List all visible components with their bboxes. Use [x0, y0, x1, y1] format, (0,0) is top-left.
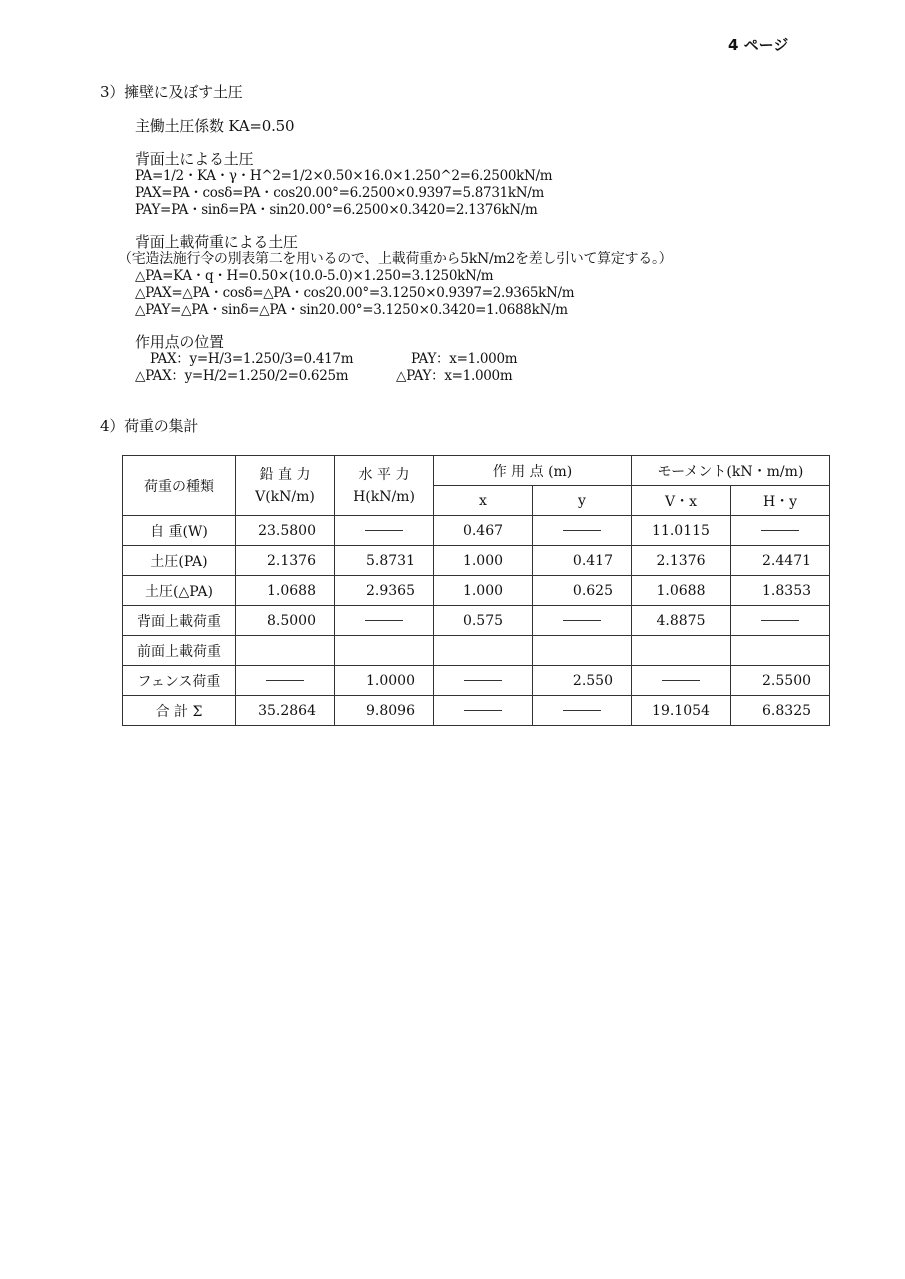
- cell-v: [236, 636, 335, 666]
- dash-mark: [365, 530, 403, 531]
- cell-y: 0.625: [533, 576, 632, 606]
- header-y: y: [533, 486, 632, 516]
- cell-h: [335, 636, 434, 666]
- dash-mark: [563, 620, 601, 621]
- header-vertical-unit: V(kN/m): [255, 488, 315, 505]
- table-row: [123, 666, 830, 696]
- table-row: [123, 546, 830, 576]
- dash-mark: [761, 530, 799, 531]
- row-label: 前面上載荷重: [123, 636, 236, 666]
- header-moment: モーメント(kN・m/m): [632, 456, 830, 486]
- pa-formula: PA=1/2・KA・γ・H^2=1/2×0.50×16.0×1.250^2=6.2500kN/m: [135, 168, 553, 184]
- cell-hy: 2.5500: [731, 666, 830, 696]
- cell-h: 2.9365: [335, 576, 434, 606]
- cell-vx: [632, 636, 731, 666]
- cell-vx: 19.1054: [632, 696, 731, 726]
- cell-vx: 2.1376: [632, 546, 731, 576]
- header-load-type: 荷重の種類: [123, 456, 236, 516]
- dpax-position: △PAX：y=H/2=1.250/2=0.625m: [135, 368, 349, 384]
- cell-hy: [731, 516, 830, 546]
- cell-h: [335, 516, 434, 546]
- load-rows: [123, 516, 830, 726]
- cell-hy: [731, 636, 830, 666]
- cell-h: 1.0000: [335, 666, 434, 696]
- cell-v: 2.1376: [236, 546, 335, 576]
- cell-x: 0.575: [434, 606, 533, 636]
- cell-y: [533, 636, 632, 666]
- table-row: [123, 636, 830, 666]
- table-row: [123, 576, 830, 606]
- cell-hy: [731, 606, 830, 636]
- pax-position: PAX：y=H/3=1.250/3=0.417m: [150, 351, 354, 367]
- dash-mark: [365, 620, 403, 621]
- cell-x: 1.000: [434, 546, 533, 576]
- cell-v: 8.5000: [236, 606, 335, 636]
- action-point-heading: 作用点の位置: [135, 333, 224, 351]
- cell-h: 9.8096: [335, 696, 434, 726]
- dash-mark: [563, 530, 601, 531]
- header-horizontal-label: 水 平 力: [358, 466, 410, 483]
- dash-mark: [662, 680, 700, 681]
- cell-hy: 2.4471: [731, 546, 830, 576]
- pay-position: PAY：x=1.000m: [411, 351, 518, 367]
- pay-formula: PAY=PA・sinδ=PA・sin20.00°=6.2500×0.3420=2.1376kN/m: [135, 202, 538, 218]
- cell-v: 23.5800: [236, 516, 335, 546]
- ka-line: 主働土圧係数 KA=0.50: [135, 117, 295, 135]
- table-row: [123, 516, 830, 546]
- row-label: 土圧(△PA): [123, 576, 236, 606]
- dash-mark: [563, 710, 601, 711]
- cell-y: [533, 516, 632, 546]
- cell-hy: 6.8325: [731, 696, 830, 726]
- header-action-point: 作 用 点 (m): [434, 456, 632, 486]
- cell-x: [434, 636, 533, 666]
- cell-x: [434, 696, 533, 726]
- header-x: x: [434, 486, 533, 516]
- table-row: [123, 606, 830, 636]
- header-horizontal-force: [335, 456, 434, 516]
- cell-y: [533, 696, 632, 726]
- cell-y: 0.417: [533, 546, 632, 576]
- cell-h: 5.8731: [335, 546, 434, 576]
- cell-x: 1.000: [434, 576, 533, 606]
- cell-v: 1.0688: [236, 576, 335, 606]
- cell-vx: [632, 666, 731, 696]
- cell-x: [434, 666, 533, 696]
- section4-heading: 4）荷重の集計: [100, 417, 199, 435]
- dpa-formula: △PA=KA・q・H=0.50×(10.0-5.0)×1.250=3.1250kN/m: [135, 268, 494, 284]
- dpax-formula: △PAX=△PA・cosδ=△PA・cos20.00°=3.1250×0.9397=2.9365kN/m: [135, 285, 575, 301]
- surcharge-heading: 背面上載荷重による土圧: [135, 233, 298, 251]
- cell-y: 2.550: [533, 666, 632, 696]
- cell-vx: 1.0688: [632, 576, 731, 606]
- dash-mark: [266, 680, 304, 681]
- table-row: [123, 696, 830, 726]
- dpay-position: △PAY：x=1.000m: [396, 368, 513, 384]
- dpay-formula: △PAY=△PA・sinδ=△PA・sin20.00°=3.1250×0.3420=1.0688kN/m: [135, 302, 568, 318]
- row-label: 自 重(W): [123, 516, 236, 546]
- cell-y: [533, 606, 632, 636]
- dash-mark: [464, 710, 502, 711]
- cell-vx: 4.8875: [632, 606, 731, 636]
- pax-formula: PAX=PA・cosδ=PA・cos20.00°=6.2500×0.9397=5.8731kN/m: [135, 185, 545, 201]
- cell-h: [335, 606, 434, 636]
- cell-vx: 11.0115: [632, 516, 731, 546]
- header-vertical-label: 鉛 直 力: [259, 466, 311, 483]
- back-soil-heading: 背面土による土圧: [135, 150, 254, 168]
- dash-mark: [464, 680, 502, 681]
- load-summary-table: [122, 455, 830, 726]
- section3-heading: 3）擁壁に及ぼす土圧: [100, 83, 243, 101]
- cell-v: 35.2864: [236, 696, 335, 726]
- page-number: 4 ページ: [728, 36, 789, 54]
- row-label: 背面上載荷重: [123, 606, 236, 636]
- header-horizontal-unit: H(kN/m): [353, 488, 415, 505]
- row-label: 土圧(PA): [123, 546, 236, 576]
- cell-hy: 1.8353: [731, 576, 830, 606]
- cell-v: [236, 666, 335, 696]
- row-label: フェンス荷重: [123, 666, 236, 696]
- header-vx: V・x: [632, 486, 731, 516]
- header-hy: H・y: [731, 486, 830, 516]
- header-vertical-force: [236, 456, 335, 516]
- dash-mark: [761, 620, 799, 621]
- cell-x: 0.467: [434, 516, 533, 546]
- row-label: 合 計 Σ: [123, 696, 236, 726]
- surcharge-note: （宅造法施行令の別表第二を用いるので、上載荷重から5kN/m2を差し引いて算定する。）: [118, 251, 673, 267]
